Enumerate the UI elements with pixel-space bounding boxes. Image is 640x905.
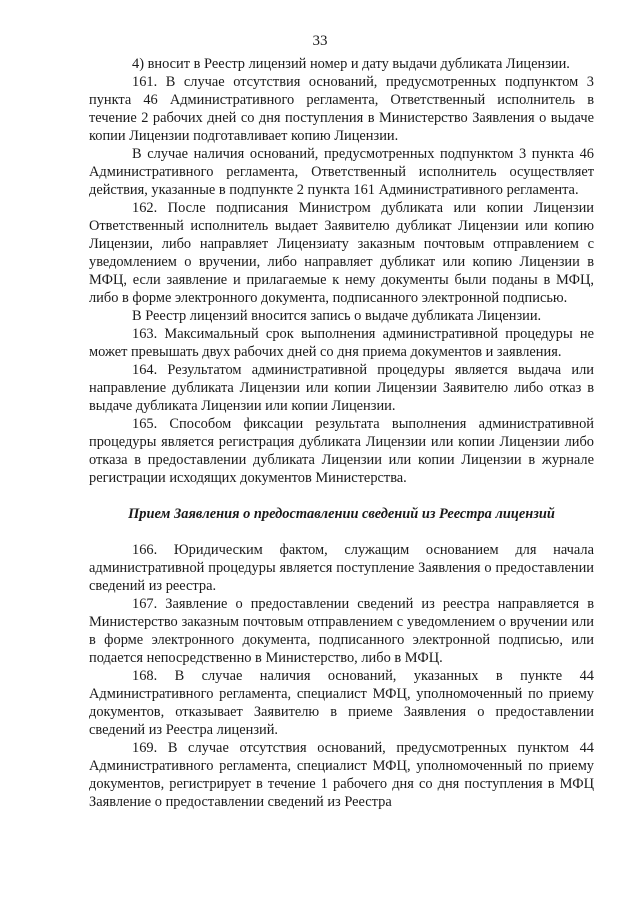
paragraph-162: 162. После подписания Министром дубликата или копии Лицензии Ответственный исполнитель выдает Заявителю дубликат Лицензии или копию Лицензии, либо направляет Лицензиату заказным почтовым отправлением с уведомлением о вручении, либо направляет дубликат или копию Лицензии в МФЦ, если заявление и прилагаемые к нему документы были поданы в МФЦ, либо в форме электронного документа, подписанного электронной подписью. [89,200,594,306]
paragraph-164: 164. Результатом административной процедуры является выдача или направление дубликата Лицензии или копии Лицензии Заявителю либо отказ в выдаче дубликата Лицензии или копии Лицензии. [89,362,594,414]
paragraph-161: 161. В случае отсутствия оснований, предусмотренных подпунктом 3 пункта 46 Административного регламента, Ответственный исполнитель в течение 2 рабочих дней со дня поступления в Министерство Заявления о выдаче копии Лицензии подготавливает копию Лицензии. [89,74,594,144]
paragraph-163: 163. Максимальный срок выполнения административной процедуры не может превышать двух рабочих дней со дня приема документов и заявления. [89,326,594,360]
section-heading: Прием Заявления о предоставлении сведений из Реестра лицензий [128,506,555,522]
document-body [89,55,594,811]
paragraph-166: 166. Юридическим фактом, служащим основанием для начала административной процедуры является поступление Заявления о предоставлении сведений из реестра. [89,542,594,594]
paragraph-161-item-4: 4) вносит в Реестр лицензий номер и дату выдачи дубликата Лицензии. [132,56,570,72]
paragraph-165: 165. Способом фиксации результата выполнения административной процедуры является регистрация дубликата Лицензии или копии Лицензии либо отказа в предоставлении дубликата Лицензии или копии Лицензии в журнале регистрации исходящих документов Министерства. [89,416,594,486]
paragraph-161-grounds: В случае наличия оснований, предусмотренных подпунктом 3 пункта 46 Административного регламента, Ответственный исполнитель осуществляет действия, указанные в подпункте 2 пункта 161 Административного регламента. [89,146,594,198]
paragraph-167: 167. Заявление о предоставлении сведений из реестра направляется в Министерство заказным почтовым отправлением с уведомлением о вручении или в форме электронного документа, подписанного электронной подписью, или подается непосредственно в Министерство, либо в МФЦ. [89,596,594,666]
paragraph-168: 168. В случае наличия оснований, указанных в пункте 44 Административного регламента, специалист МФЦ, уполномоченный по приему документов, отказывает Заявителю в приеме Заявления о предоставлении сведений из Реестра лицензий. [89,668,594,738]
page-number: 33 [312,33,328,49]
paragraph-169: 169. В случае отсутствия оснований, предусмотренных пунктом 44 Административного регламента, специалист МФЦ, уполномоченный по приему документов, регистрирует в течение 1 рабочего дня со дня поступления в МФЦ Заявление о предоставлении сведений из Реестра [89,740,594,810]
paragraph-162-registry: В Реестр лицензий вносится запись о выдаче дубликата Лицензии. [132,308,542,324]
